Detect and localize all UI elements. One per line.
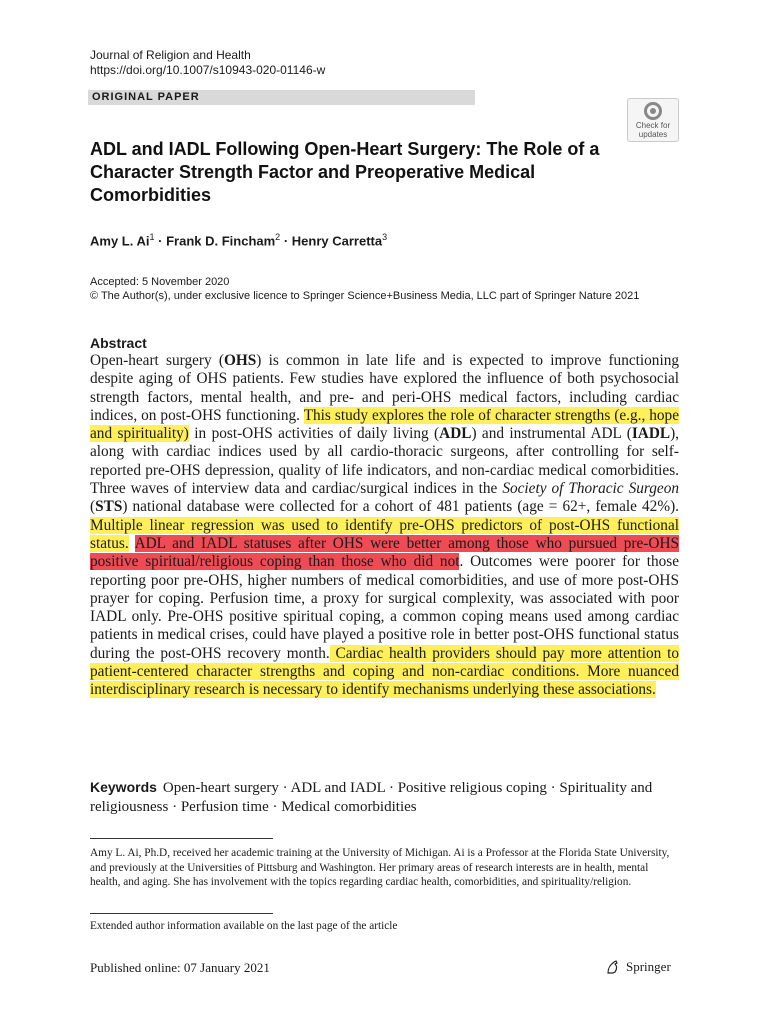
- doi-link[interactable]: https://doi.org/10.1007/s10943-020-01146-w: [90, 63, 326, 77]
- abstract-term: STS: [95, 498, 123, 516]
- abstract-text: . Outcomes were poorer for those reporting poor pre-OHS, higher numbers of medical comorbidities, and use of more post-OHS prayer for coping. Perfusion time, a proxy for surgical complexity, was associated with poor IADL only. Pre-OHS positive spiritual coping, a common coping means used among cardiac patients in medical crises, could have played a positive role in better post-OHS functional status during the post-OHS recovery month.: [90, 553, 679, 662]
- abstract-text: in post-OHS activities of daily living (: [188, 425, 440, 443]
- abstract-text: ), along with cardiac indices used by all cardio-thoracic surgeons, after controlling for self-reported pre-OHS depression, quality of life indicators, and non-cardiac medical comorbidities. Three waves of interview data and cardiac/surgical indices in the: [90, 425, 679, 498]
- abstract-term: IADL: [631, 425, 671, 443]
- highlight-red: ADL and IADL statuses after OHS were better among those who pursued pre-OHS positive spiritual/religious coping than those who did not: [90, 534, 680, 571]
- published-date: Published online: 07 January 2021: [90, 960, 270, 975]
- abstract-text: [129, 535, 135, 552]
- springer-horse-icon: [605, 959, 621, 975]
- abstract-heading: Abstract: [90, 335, 147, 351]
- check-updates-text: Check for updates: [635, 121, 671, 139]
- author-affiliation: 3: [382, 232, 388, 242]
- check-updates-icon: [644, 102, 662, 120]
- accepted-date: Accepted: 5 November 2020: [90, 276, 230, 288]
- highlight-yellow: Cardiac health providers should pay more attention to patient-centered character strengths and coping and non-cardiac conditions. More nuanced interdisciplinary research is necessary to identify mechanisms underlying these associations.: [90, 644, 680, 699]
- keywords-label: Keywords: [90, 779, 157, 795]
- journal-name: Journal of Religion and Health: [90, 48, 251, 62]
- abstract-body: [90, 352, 679, 700]
- article-title: ADL and IADL Following Open-Heart Surgery: The Role of a Character Strength Factor and Preoperative Medical Comorbidities: [90, 139, 600, 205]
- author-name[interactable]: Frank D. Fincham: [166, 233, 276, 249]
- abstract-text: ) national database were collected for a cohort of 481 patients (age = 62+, female 42%).: [122, 498, 679, 516]
- journal-header: [90, 48, 325, 78]
- footnote-divider: [90, 838, 273, 839]
- footnote-divider: [90, 913, 273, 914]
- check-for-updates-badge[interactable]: [627, 98, 679, 142]
- abstract-text: ) and instrumental ADL (: [471, 425, 632, 443]
- abstract-italic: Society of Thoracic Surgeon: [502, 480, 679, 498]
- abstract-term: ADL: [439, 425, 472, 443]
- copyright-notice: © The Author(s), under exclusive licence to Springer Science+Business Media, LLC part of Springer Nature 2021: [90, 290, 640, 302]
- author-list: [90, 232, 387, 248]
- publisher-name: Springer: [626, 959, 671, 974]
- publication-info: [90, 275, 639, 303]
- paper-type-label: ORIGINAL PAPER: [88, 90, 475, 105]
- abstract-term: OHS: [223, 352, 257, 369]
- highlight-yellow: This study explores the role of character strengths (e.g., hope and spirituality): [90, 406, 679, 443]
- keywords-section: [90, 778, 679, 817]
- abstract-text: (: [90, 498, 96, 516]
- abstract-text: Open-heart surgery (: [90, 352, 224, 369]
- author-name[interactable]: Amy L. Ai: [90, 233, 150, 249]
- author-name[interactable]: Henry Carretta: [291, 233, 383, 249]
- author-footnote: Amy L. Ai, Ph.D, received her academic training at the University of Michigan. Ai is a Professor at the Florida State University, and previously at the Universities of Pittsburg and Washington. Her primary areas of research interests are in health, mental health, and aging. She has involvement with the topics regarding cardiac health, comorbidities, and spirituality/religion.: [90, 847, 670, 888]
- author-affiliation: 1: [149, 232, 155, 242]
- author-separator: ·: [283, 233, 289, 249]
- author-affiliation: 2: [275, 232, 281, 242]
- publisher-logo[interactable]: [605, 959, 671, 975]
- extended-info-note: Extended author information available on the last page of the article: [90, 920, 398, 932]
- abstract-text: ) is common in late life and is expected to improve functioning despite aging of OHS patients. Few studies have explored the influence of both psychosocial strength factors, mental health, and pre- and peri-OHS medical factors, including cardiac indices, on post-OHS functioning.: [90, 352, 679, 424]
- keywords-list: Open-heart surgery · ADL and IADL · Positive religious coping · Spirituality and religiousness · Perfusion time · Medical comorbidities: [90, 780, 653, 815]
- author-separator: ·: [158, 233, 163, 249]
- highlight-yellow: Multiple linear regression was used to identify pre-OHS predictors of post-OHS functional status.: [90, 516, 679, 552]
